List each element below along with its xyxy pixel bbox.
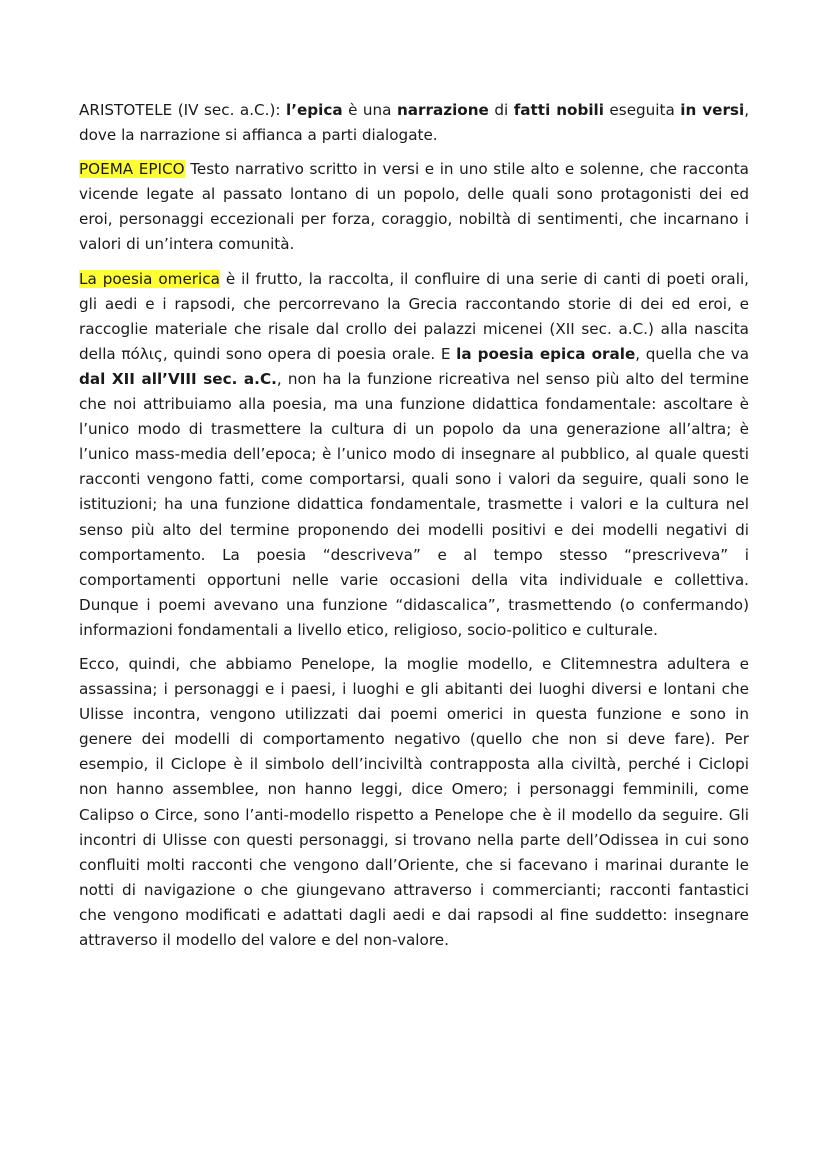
- paragraph-ecco-quindi: [79, 652, 749, 953]
- text-span: , non ha la funzione ricreativa nel senso più alto del termine che noi attribuiamo alla poesia, ma una funzione didattica fondamentale: ascoltare è l’unico modo di trasmettere la cultura di un popolo da una generazione all’altra; è l’unico mass-media dell’epoca; è l’unico modo di insegnare al pubblico, al quale questi racconti vengono fatti, come comportarsi, quali sono i valori da seguire, quali sono le istituzioni; ha una funzione didattica fondamentale, trasmette i valori e la cultura nel senso più alto del termine proponendo dei modelli positivi e dei modelli negativi di comportamento. La poesia “descriveva” e al tempo stesso “prescriveva” i comportamenti opportuni nelle varie occasioni della vita individuale e collettiva. Dunque i poemi avevano una funzione “didascalica”, trasmettendo (o confermando) informazioni fondamentali a livello etico, religioso, socio-politico e culturale.: [79, 369, 750, 639]
- bold-term-in-versi: in versi: [680, 101, 745, 119]
- text-span: Ecco, quindi, che abbiamo Penelope, la moglie modello, e Clitemnestra adultera e assassina; i personaggi e i paesi, i luoghi e gli abitanti dei luoghi diversi e lontani che Ulisse incontra, vengono utilizzati dai poemi omerici in questa funzione e sono in genere dei modelli di comportamento negativo (quello che non si deve fare). Per esempio, il Ciclope è il simbolo dell’inciviltà contrapposta alla civiltà, perché i Ciclopi non hanno assemblee, non hanno leggi, dice Omero; i personaggi femminili, come Calipso o Circe, sono l’anti-modello rispetto a Penelope che è il modello da seguire. Gli incontri di Ulisse con questi personaggi, si trovano nella parte dell’Odissea in cui sono confluiti molti racconti che vengono dall’Oriente, che si facevano i marinai durante le notti di navigazione o che giungevano attraverso i commercianti; racconti fantastici che vengono modificati e adattati dagli aedi e dai rapsodi al fine suddetto: insegnare attraverso il modello del valore e del non-valore.: [79, 654, 749, 949]
- bold-term-dal-xii-all-viii: dal XII all’VIII sec. a.C.: [79, 369, 277, 388]
- highlight-poesia-omerica: La poesia omerica: [79, 269, 220, 288]
- text-span: Testo narrativo scritto in versi e in uno stile alto e solenne, che racconta vicende legate al passato lontano di un popolo, delle quali sono protagonisti dei ed eroi, personaggi eccezionali per forza, coraggio, nobiltà di sentimenti, che incarnano i valori di un’intera comunità.: [79, 160, 749, 254]
- text-span: , dove la narrazione si affianca a parti dialogate.: [79, 101, 750, 145]
- text-span: di: [488, 101, 514, 119]
- highlight-poema-epico: POEMA EPICO: [79, 160, 185, 179]
- bold-term-poesia-epica-orale: la poesia epica orale: [456, 344, 636, 363]
- paragraph-aristotele: [79, 98, 749, 148]
- text-span: , quella che va: [635, 344, 750, 363]
- document-body: [79, 98, 749, 962]
- text-span: è una: [342, 101, 397, 119]
- paragraph-poema-epico: [79, 157, 749, 257]
- paragraph-poesia-omerica: [79, 267, 749, 643]
- text-span: eseguita: [603, 101, 681, 119]
- bold-term-epica: l’epica: [286, 101, 343, 119]
- text-span: ARISTOTELE (IV sec. a.C.):: [79, 101, 286, 119]
- text-span: è il frutto, la raccolta, il confluire di una serie di canti di poeti orali, gli aedi e i rapsodi, che percorrevano la Grecia raccontando storie di dei ed eroi, e raccoglie materiale che risale dal crollo dei palazzi micenei (XII sec. a.C.) alla nascita della πόλις, quindi sono opera di poesia orale. E: [79, 269, 749, 363]
- bold-term-narrazione: narrazione: [396, 101, 489, 119]
- bold-term-fatti-nobili: fatti nobili: [513, 101, 604, 119]
